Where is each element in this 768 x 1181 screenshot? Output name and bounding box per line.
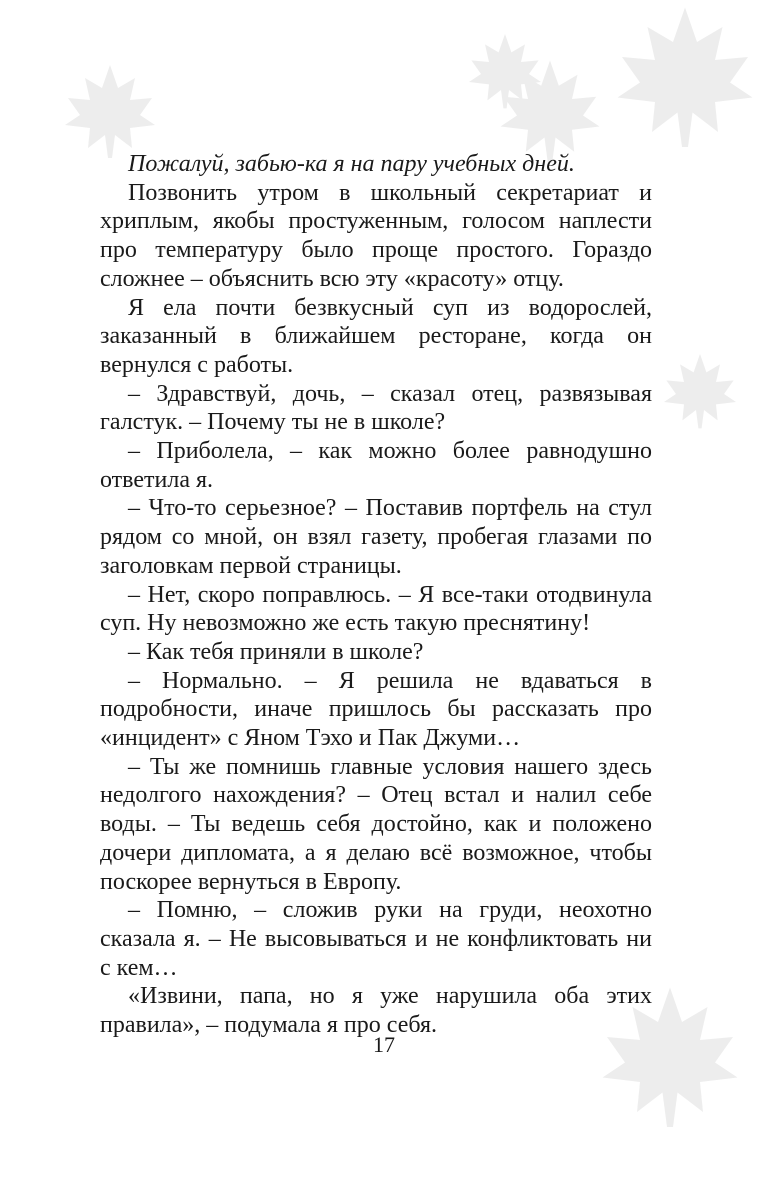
paragraph: – Нет, скоро поправлюсь. – Я все-таки отодвинула суп. Ну невозможно же есть такую преснятину! bbox=[100, 581, 652, 637]
paragraph: – Приболела, – как можно более равнодушно ответила я. bbox=[100, 438, 652, 493]
paragraph: Я ела почти безвкусный суп из водорослей, заказанный в ближайшем ресторане, когда он вернулся с работы. bbox=[100, 294, 652, 378]
paragraph: – Здравствуй, дочь, – сказал отец, развязывая галстук. – Почему ты не в школе? bbox=[100, 380, 652, 436]
paragraph: – Помню, – сложив руки на груди, неохотно сказала я. – Не высовываться и не конфликтовать ни с кем… bbox=[100, 897, 652, 981]
paragraph: – Как тебя приняли в школе? bbox=[128, 638, 424, 665]
paragraph: – Ты же помнишь главные условия нашего здесь недолгого нахождения? – Отец встал и налил себе воды. – Ты ведешь себя достойно, как и положено дочери дипломата, а я делаю всё возможное, чтобы поскорее вернуться в Европу. bbox=[100, 753, 652, 895]
paragraph: Пожалуй, забью-ка я на пару учебных дней. bbox=[128, 151, 575, 177]
maple-leaf-icon bbox=[610, 0, 760, 150]
paragraph: – Что-то серьезное? – Поставив портфель на стул рядом со мной, он взял газету, пробегая глазами по заголовкам первой страницы. bbox=[100, 495, 652, 579]
page-body bbox=[100, 150, 652, 1040]
paragraph: Позвонить утром в школьный секретариат и хриплым, якобы простуженным, голосом наплести про температуру было проще простого. Гораздо сложнее – объяснить всю эту «красоту» отцу. bbox=[100, 179, 652, 292]
maple-leaf-icon bbox=[60, 60, 160, 160]
paragraph: «Извини, папа, но я уже нарушила оба этих правила», – подумала я про себя. bbox=[100, 983, 652, 1039]
page-number: 17 bbox=[373, 1032, 395, 1057]
maple-leaf-icon bbox=[660, 350, 740, 430]
maple-leaf-icon bbox=[495, 55, 605, 165]
paragraph: – Нормально. – Я решила не вдаваться в подробности, иначе пришлось бы рассказать про «инцидент» с Яном Тэхо и Пак Джуми… bbox=[100, 667, 652, 752]
